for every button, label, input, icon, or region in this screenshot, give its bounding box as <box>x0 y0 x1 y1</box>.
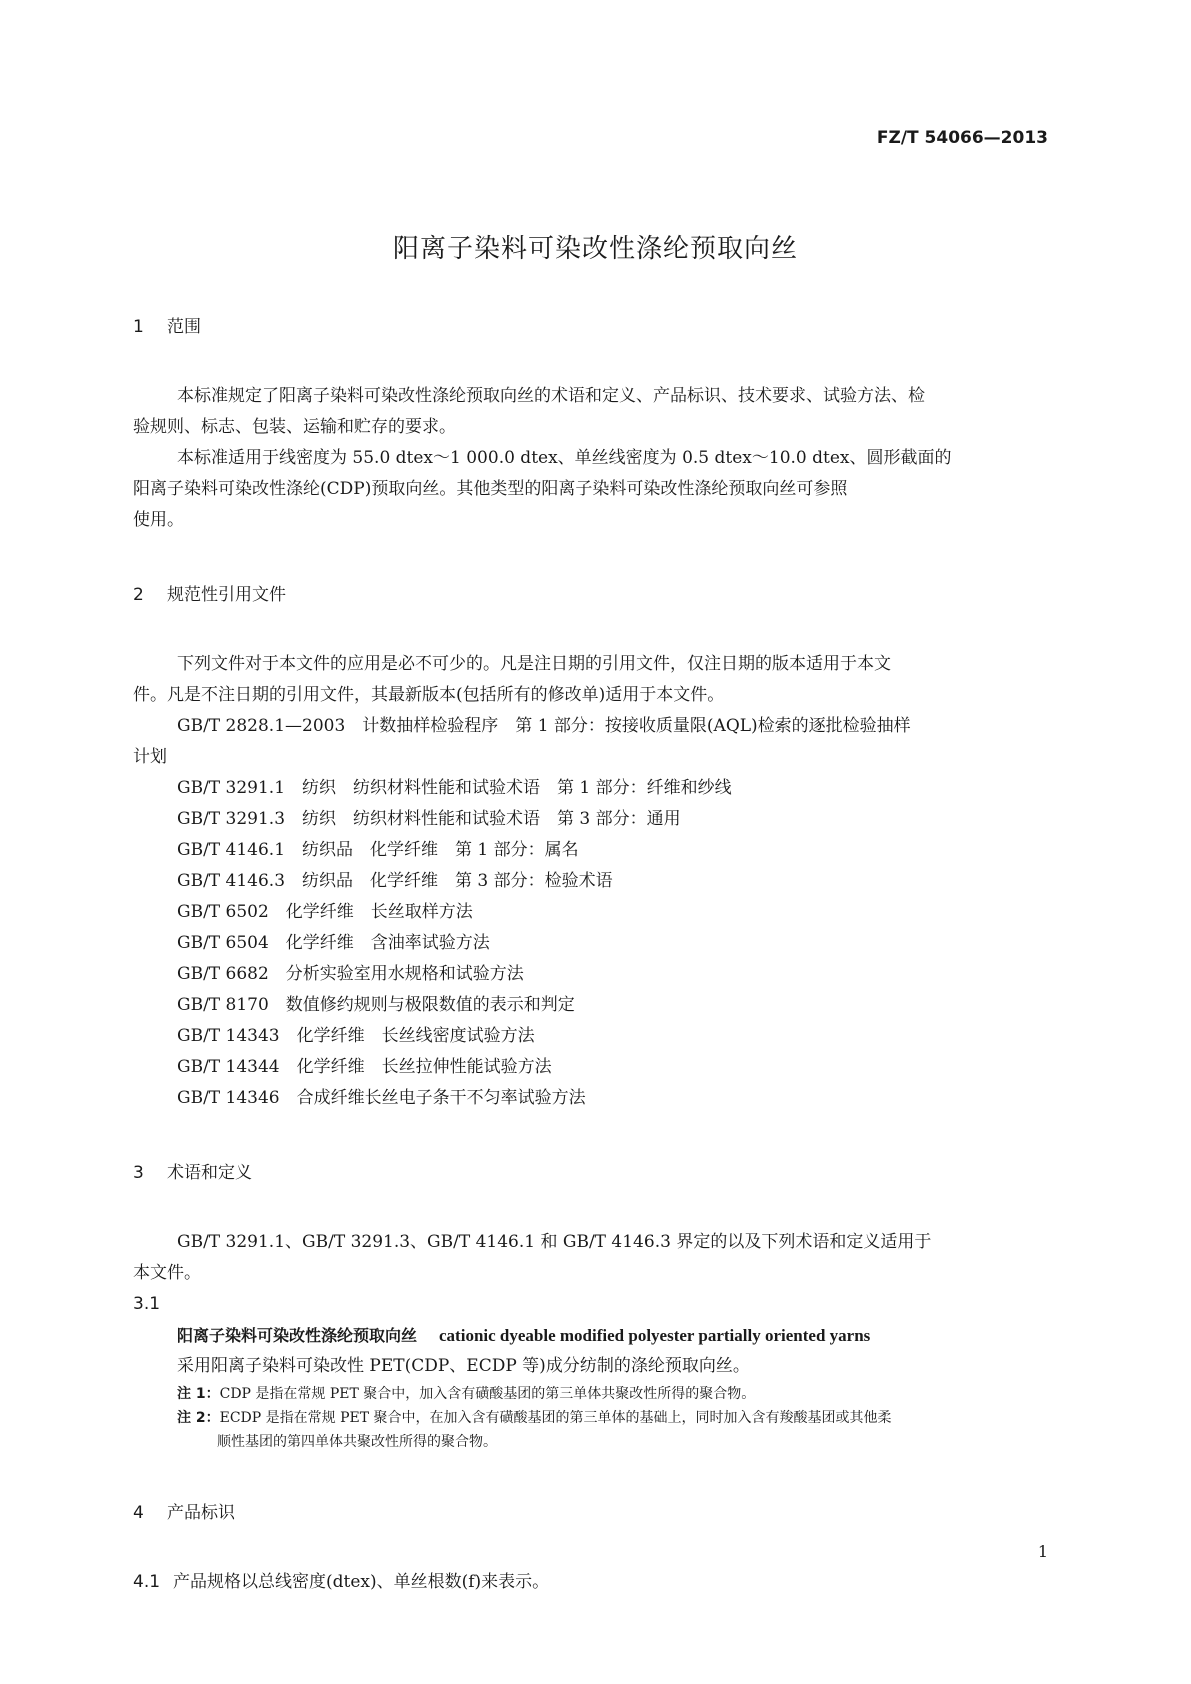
section-title: 范围 <box>167 317 201 337</box>
section-number: 2 <box>133 585 144 605</box>
page-number: 1 <box>1037 1542 1048 1561</box>
paragraph-continued: 件。凡是不注日期的引用文件，其最新版本(包括所有的修改单)适用于本文件。 <box>133 685 725 705</box>
paragraph-continued: 阳离子染料可染改性涤纶(CDP)预取向丝。其他类型的阳离子染料可染改性涤纶预取向丝可参照 <box>133 479 848 499</box>
document-title: 阳离子染料可染改性涤纶预取向丝 <box>392 234 798 264</box>
clause-text: 产品规格以总线密度(dtex)、单丝根数(f)来表示。 <box>173 1572 550 1592</box>
term-chinese: 阳离子染料可染改性涤纶预取向丝 <box>177 1326 418 1345</box>
clause-number: 4.1 <box>133 1572 161 1592</box>
paragraph: 下列文件对于本文件的应用是必不可少的。凡是注日期的引用文件，仅注日期的版本适用于本文 <box>177 654 891 674</box>
document-body <box>133 312 1055 1598</box>
note-label: 注 1： <box>177 1386 220 1402</box>
term-entry <box>133 1320 1055 1351</box>
note-2-continued: 顺性基团的第四单体共聚改性所得的聚合物。 <box>217 1434 497 1450</box>
section-number: 3 <box>133 1163 144 1183</box>
term-english: cationic dyeable modified polyester partially oriented yarns <box>439 1326 871 1345</box>
section-title: 产品标识 <box>167 1503 235 1523</box>
reference-item: GB/T 14346 合成纤维长丝电子条干不匀率试验方法 <box>177 1088 586 1108</box>
paragraph-continued: 本文件。 <box>133 1263 201 1283</box>
reference-item: GB/T 6502 化学纤维 长丝取样方法 <box>177 902 473 922</box>
section-1-heading <box>133 312 1055 343</box>
paragraph-continued: 使用。 <box>133 510 184 530</box>
section-3-heading <box>133 1158 1055 1189</box>
reference-item-continued: 计划 <box>133 747 167 767</box>
paragraph: 本标准适用于线密度为 55.0 dtex～1 000.0 dtex、单丝线密度为 0.5 dtex～10.0 dtex、圆形截面的 <box>177 448 952 468</box>
reference-item: GB/T 14344 化学纤维 长丝拉伸性能试验方法 <box>177 1057 552 1077</box>
reference-item: GB/T 14343 化学纤维 长丝线密度试验方法 <box>177 1026 535 1046</box>
reference-item: GB/T 3291.1 纺织 纺织材料性能和试验术语 第 1 部分：纤维和纱线 <box>177 778 732 798</box>
standard-code: FZ/T 54066—2013 <box>876 128 1048 148</box>
note-2 <box>133 1406 1055 1430</box>
reference-item: GB/T 2828.1—2003 计数抽样检验程序 第 1 部分：按接收质量限(AQL)检索的逐批检验抽样 <box>177 716 911 736</box>
term-definition: 采用阳离子染料可染改性 PET(CDP、ECDP 等)成分纺制的涤纶预取向丝。 <box>177 1356 750 1376</box>
paragraph-continued: 验规则、标志、包装、运输和贮存的要求。 <box>133 417 456 437</box>
note-label: 注 2： <box>177 1410 220 1426</box>
reference-item: GB/T 4146.3 纺织品 化学纤维 第 3 部分：检验术语 <box>177 871 613 891</box>
paragraph: 本标准规定了阳离子染料可染改性涤纶预取向丝的术语和定义、产品标识、技术要求、试验方法、检 <box>177 386 925 406</box>
paragraph: GB/T 3291.1、GB/T 3291.3、GB/T 4146.1 和 GB/T 4146.3 界定的以及下列术语和定义适用于 <box>177 1232 932 1252</box>
note-text: CDP 是指在常规 PET 聚合中，加入含有磺酸基团的第三单体共聚改性所得的聚合物。 <box>219 1386 756 1402</box>
note-1 <box>133 1382 1055 1406</box>
reference-item: GB/T 3291.3 纺织 纺织材料性能和试验术语 第 3 部分：通用 <box>177 809 681 829</box>
section-title: 术语和定义 <box>167 1163 252 1183</box>
note-text: ECDP 是指在常规 PET 聚合中，在加入含有磺酸基团的第三单体的基础上，同时加入含有羧酸基团或其他柔 <box>219 1410 892 1426</box>
section-2-heading <box>133 580 1055 611</box>
section-number: 1 <box>133 317 144 337</box>
term-number: 3.1 <box>133 1294 161 1314</box>
reference-item: GB/T 6682 分析实验室用水规格和试验方法 <box>177 964 524 984</box>
section-number: 4 <box>133 1503 144 1523</box>
reference-item: GB/T 8170 数值修约规则与极限数值的表示和判定 <box>177 995 575 1015</box>
reference-item: GB/T 4146.1 纺织品 化学纤维 第 1 部分：属名 <box>177 840 579 860</box>
reference-item: GB/T 6504 化学纤维 含油率试验方法 <box>177 933 490 953</box>
section-4-heading <box>133 1498 1055 1529</box>
clause-4-1 <box>133 1567 1055 1598</box>
section-title: 规范性引用文件 <box>167 585 286 605</box>
